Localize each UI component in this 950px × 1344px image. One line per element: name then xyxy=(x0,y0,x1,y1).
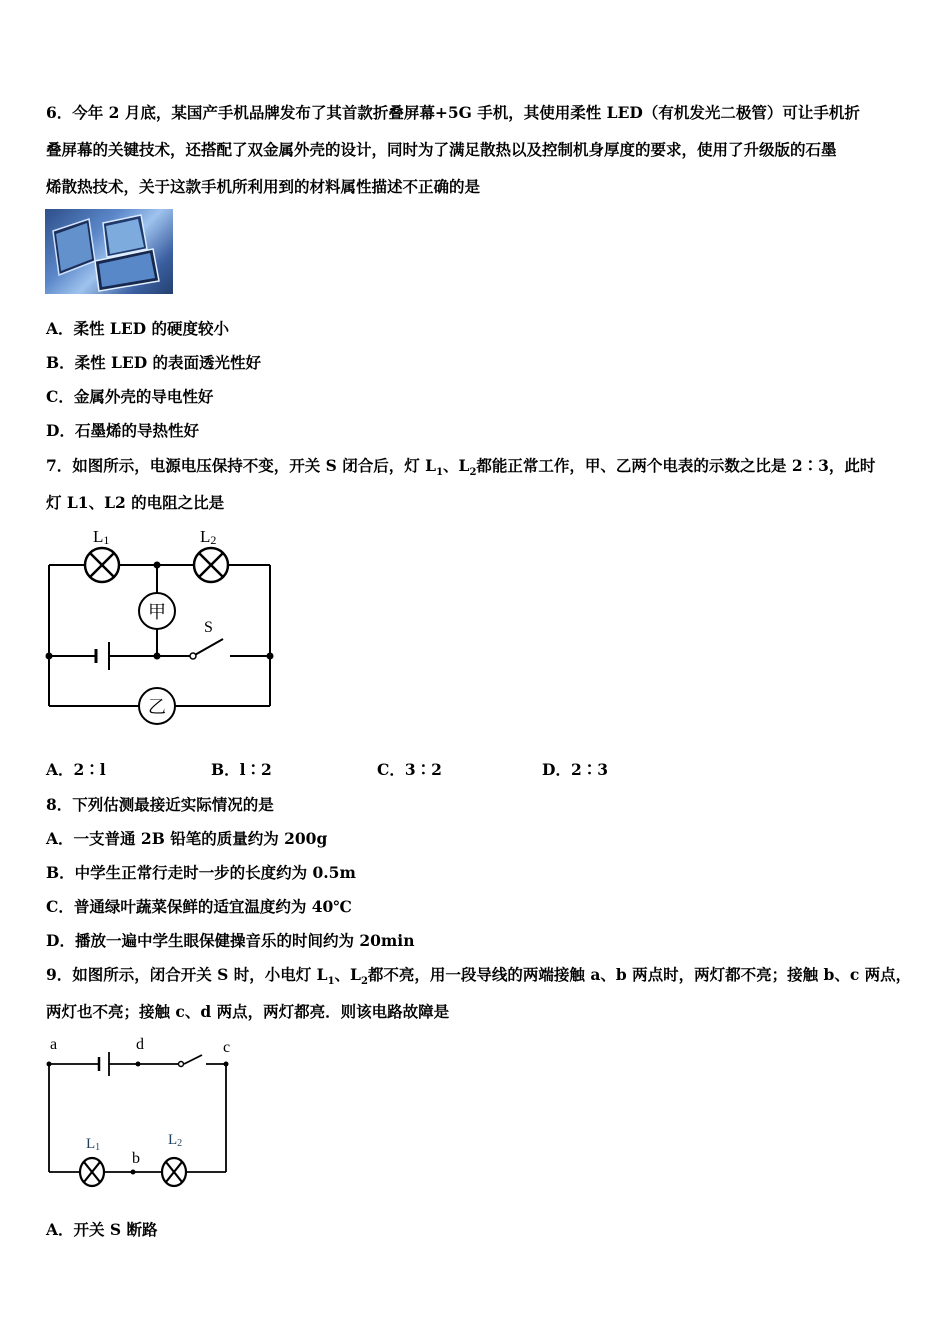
q7-junction-middle xyxy=(154,653,161,660)
q8-option-c: C．普通绿叶蔬菜保鲜的适宜温度约为 40℃ xyxy=(46,897,352,916)
q6-option-b: B．柔性 LED 的表面透光性好 xyxy=(46,353,262,372)
q8-option-a: A．一支普通 2B 铅笔的质量约为 200g xyxy=(46,829,328,848)
q9-line1-part-b: 、L xyxy=(334,965,361,984)
q7-option-a: A．2∶l xyxy=(46,760,106,779)
q9-point-d-dot xyxy=(136,1062,141,1067)
q9-lamp-l1-icon xyxy=(80,1158,104,1186)
q9-line1-part-c: 都不亮，用一段导线的两端接触 a、b 两点时，两灯都不亮；接触 b、c 两点， xyxy=(367,965,912,984)
q8-option-d: D．播放一遍中学生眼保健操音乐的时间约为 20min xyxy=(46,931,415,950)
q7-switch-pivot xyxy=(190,653,196,659)
q7-l1-label: L1 xyxy=(93,527,110,547)
foldable-phone-image xyxy=(45,209,173,294)
q6-option-a: A．柔性 LED 的硬度较小 xyxy=(46,319,229,338)
q9-lamp-l2-icon xyxy=(162,1158,186,1186)
q9-text-line-2: 两灯也不亮；接触 c、d 两点，两灯都亮．则该电路故障是 xyxy=(46,1002,450,1021)
q7-meter-yi-label: 乙 xyxy=(148,697,166,717)
q9-l1-label: L1 xyxy=(86,1136,101,1153)
q9-l2-label: L2 xyxy=(168,1132,183,1149)
q7-option-d: D．2∶3 xyxy=(542,760,609,779)
q8-text-line-1: 8．下列估测最接近实际情况的是 xyxy=(46,795,274,814)
q7-line1-sub-1: 1 xyxy=(436,467,444,479)
q8-option-b: B．中学生正常行走时一步的长度约为 0.5m xyxy=(46,863,356,882)
q9-label-a: a xyxy=(50,1036,58,1053)
q6-text-line-1: 6．今年 2 月底，某国产手机品牌发布了其首款折叠屏幕+5G 手机，其使用柔性 LED（有机发光二极管）可让手机折 xyxy=(46,103,860,122)
q6-option-c: C．金属外壳的导电性好 xyxy=(46,387,214,406)
q6-text-line-2: 叠屏幕的关键技术，还搭配了双金属外壳的设计，同时为了满足散热以及控制机身厚度的要求，使用了升级版的石墨 xyxy=(46,140,837,159)
q7-junction-top xyxy=(154,562,161,569)
q6-option-d: D．石墨烯的导热性好 xyxy=(46,421,199,440)
q7-lamp-l1-icon xyxy=(85,548,119,582)
q7-line1-part-b: 、L xyxy=(443,456,470,475)
q7-text-line-1 xyxy=(46,456,875,483)
q6-text-line-3: 烯散热技术，关于这款手机所利用到的材料属性描述不正确的是 xyxy=(46,177,481,196)
q9-switch-pivot xyxy=(179,1062,184,1067)
q9-point-c-dot xyxy=(224,1062,229,1067)
q7-option-c: C．3∶2 xyxy=(377,760,442,779)
foldable-phone-illustration xyxy=(45,209,173,294)
q7-junction-right xyxy=(267,653,274,660)
q9-text-line-1 xyxy=(46,965,911,992)
q7-line1-sub-2: 2 xyxy=(469,467,477,479)
q7-text-line-2: 灯 L1、L2 的电阻之比是 xyxy=(46,493,225,512)
q7-l2-label: L2 xyxy=(200,527,217,547)
q7-line1-part-c: 都能正常工作，甲、乙两个电表的示数之比是 2∶3，此时 xyxy=(476,456,876,475)
q7-meter-jia-label: 甲 xyxy=(148,602,166,622)
q9-line1-sub-2: 2 xyxy=(360,976,368,988)
q9-circuit-diagram xyxy=(40,1030,250,1195)
q9-line1-sub-1: 1 xyxy=(327,976,335,988)
q9-label-c: c xyxy=(223,1039,231,1056)
q9-label-d: d xyxy=(136,1036,144,1053)
q7-circuit-diagram xyxy=(40,522,290,732)
q7-lamp-l2-icon xyxy=(194,548,228,582)
q7-option-b: B．l∶2 xyxy=(211,760,272,779)
q9-point-b-dot xyxy=(131,1170,136,1175)
q7-switch-label: S xyxy=(204,619,213,636)
q9-point-a-dot xyxy=(47,1062,52,1067)
q9-label-b: b xyxy=(132,1150,140,1167)
q7-line1-part-a: 7．如图所示，电源电压保持不变，开关 S 闭合后，灯 L xyxy=(46,456,437,475)
q9-line1-part-a: 9．如图所示，闭合开关 S 时，小电灯 L xyxy=(46,965,328,984)
q9-option-a: A．开关 S 断路 xyxy=(46,1220,158,1239)
q7-junction-left xyxy=(46,653,53,660)
